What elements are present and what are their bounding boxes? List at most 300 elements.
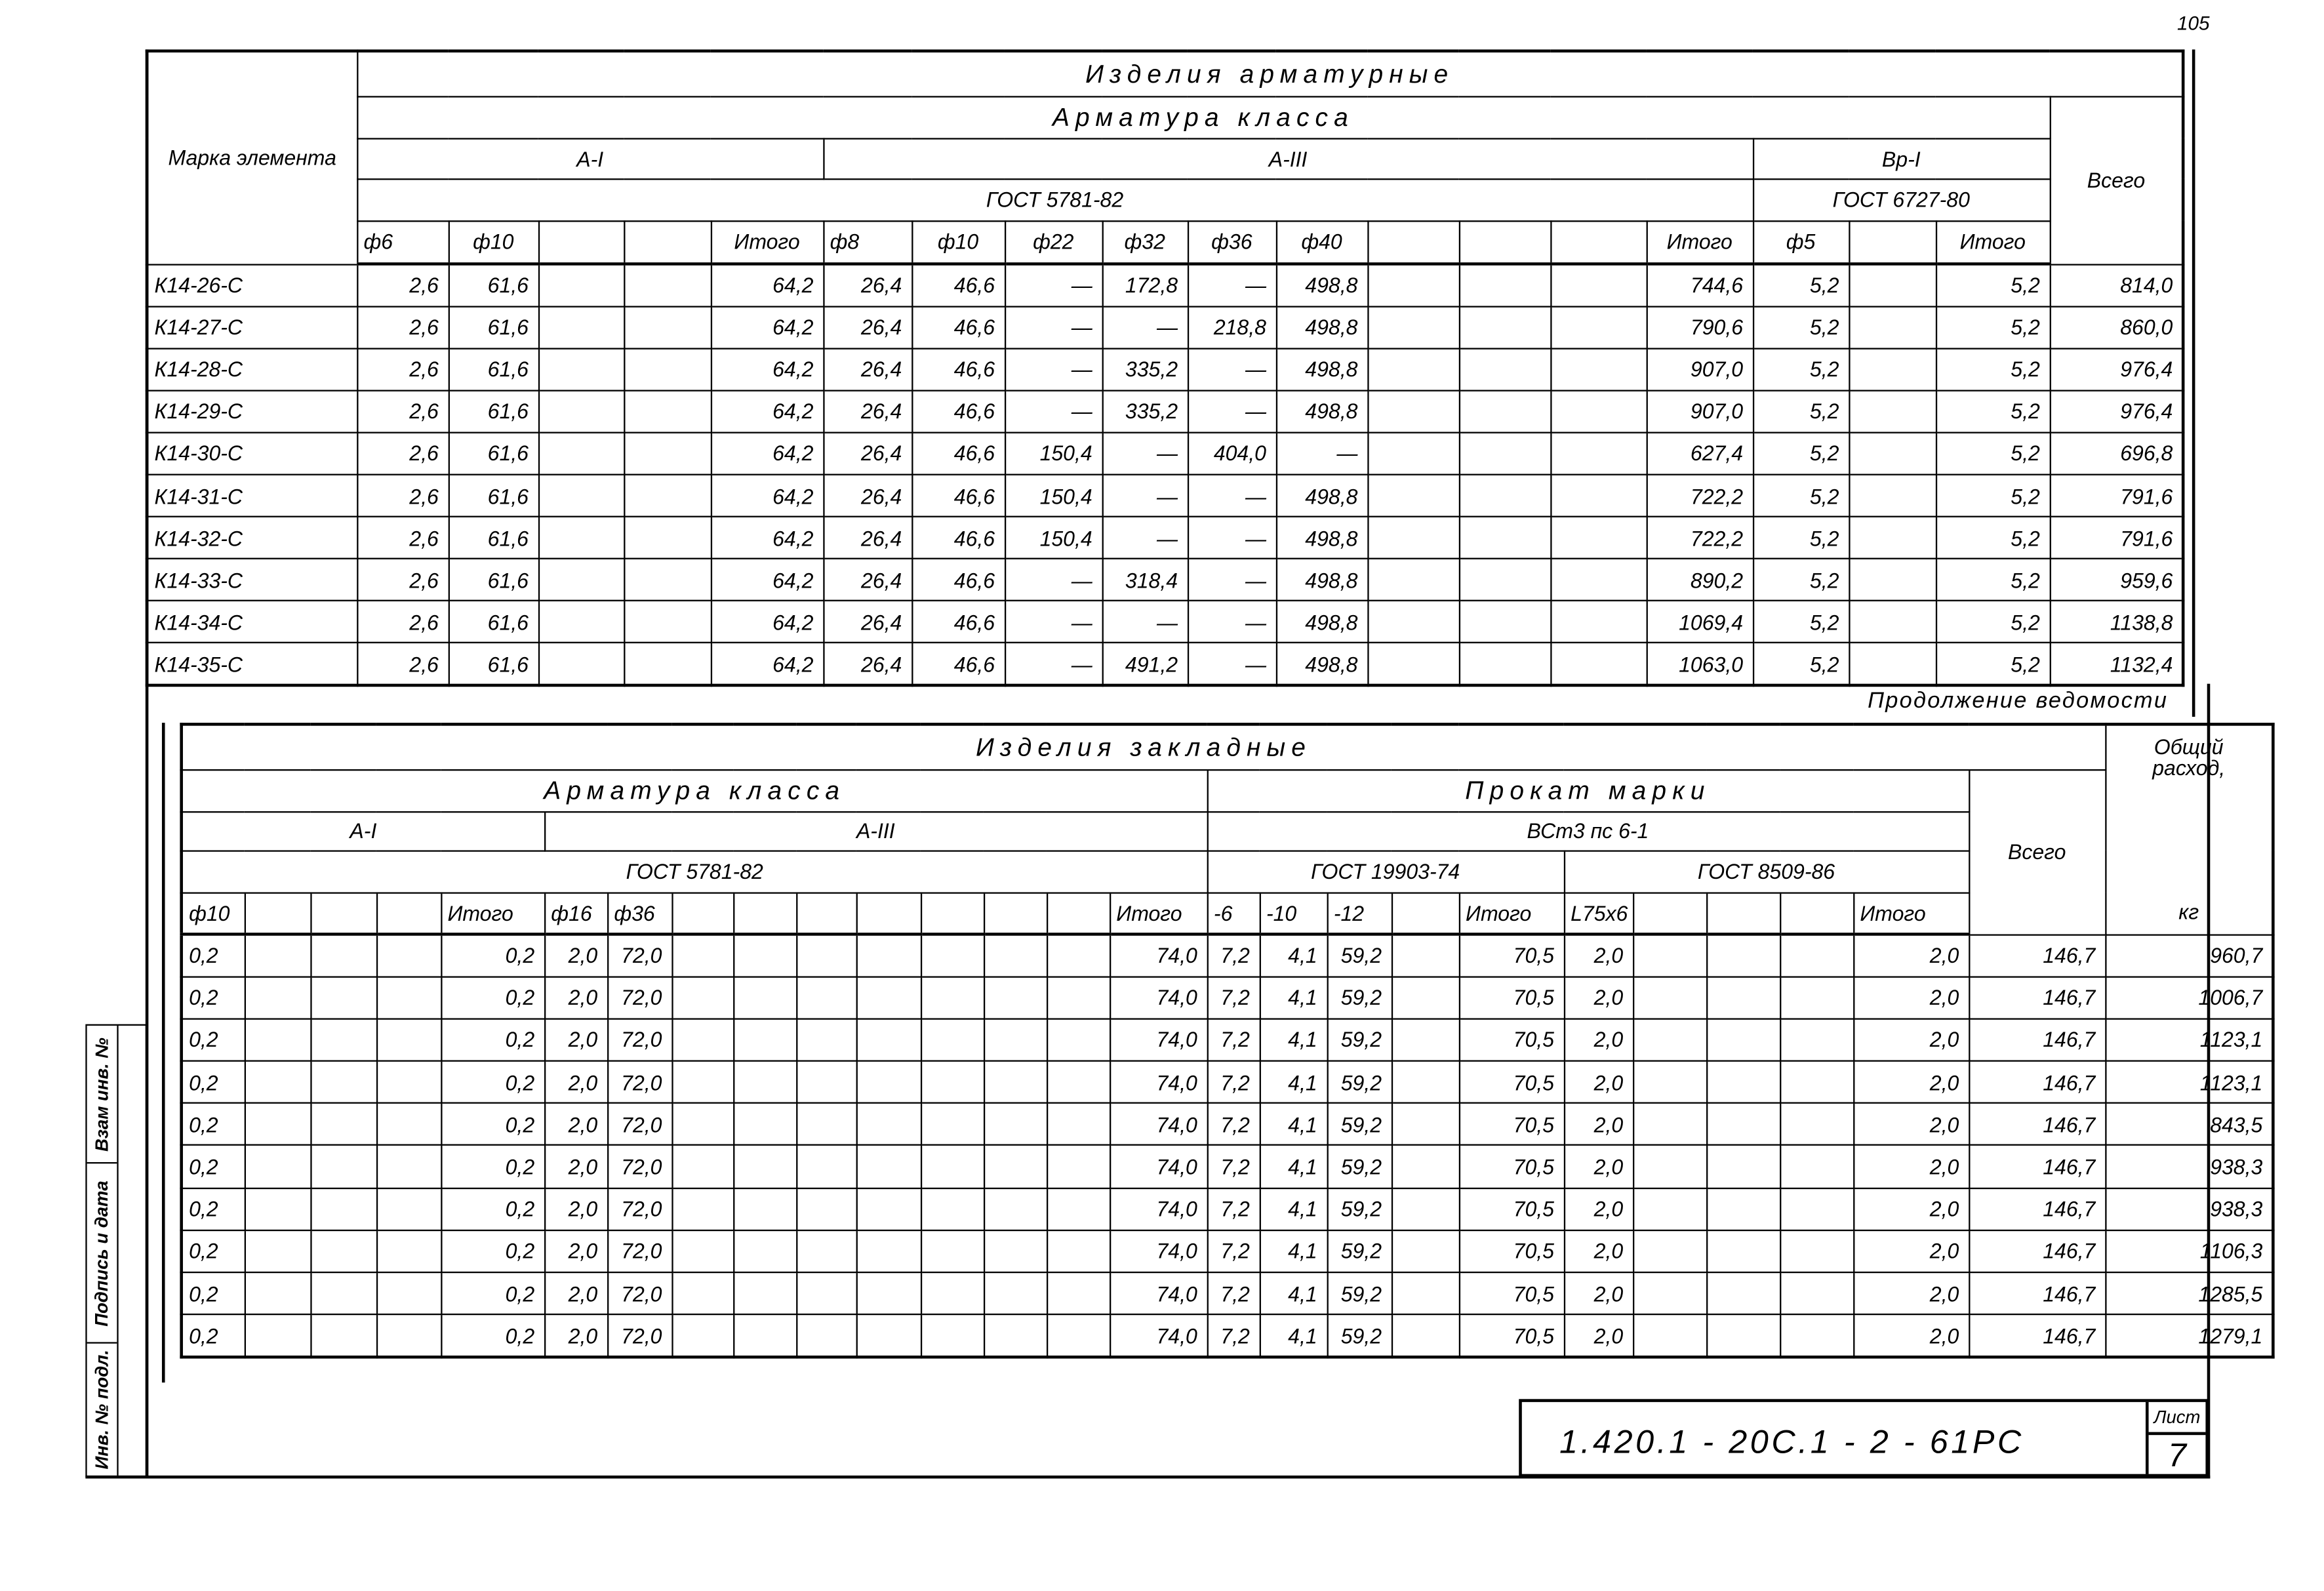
column-header xyxy=(856,892,921,934)
table-cell: 64,2 xyxy=(711,643,823,685)
table-cell xyxy=(1459,390,1550,432)
table-cell: 5,2 xyxy=(1936,601,2050,643)
table-row xyxy=(182,1018,2274,1060)
table-cell: 64,2 xyxy=(711,475,823,517)
table-cell: 146,7 xyxy=(1969,1103,2105,1145)
table-cell: 2,0 xyxy=(544,1146,607,1188)
table-cell: 26,4 xyxy=(823,475,912,517)
table-cell: 959,6 xyxy=(2050,559,2184,601)
table-cell: 70,5 xyxy=(1459,1103,1564,1145)
table-cell xyxy=(1780,1018,1853,1060)
table-cell xyxy=(245,1230,311,1272)
table-cell: 59,2 xyxy=(1327,1103,1392,1145)
table-cell xyxy=(856,1230,921,1272)
table-cell: 7,2 xyxy=(1207,1103,1260,1145)
table-cell xyxy=(245,1272,311,1314)
table-cell xyxy=(1706,1103,1780,1145)
table-cell: 61,6 xyxy=(449,559,538,601)
table-cell xyxy=(671,1018,733,1060)
table-cell: — xyxy=(1005,348,1102,390)
header-row xyxy=(182,769,2274,811)
embedded-items-table xyxy=(180,723,2274,1358)
rebar-class-header: Арматура класса xyxy=(182,769,1207,811)
table-row xyxy=(147,306,2183,348)
table-cell xyxy=(796,1230,856,1272)
table-cell: 72,0 xyxy=(607,1315,671,1357)
table-cell xyxy=(984,1188,1047,1230)
table-cell xyxy=(921,1018,984,1060)
table-cell: 61,6 xyxy=(449,432,538,474)
table-cell: — xyxy=(1188,559,1276,601)
table-cell xyxy=(624,517,711,559)
table-cell: 938,3 xyxy=(2105,1146,2273,1188)
table-cell xyxy=(624,390,711,432)
table-cell xyxy=(1780,1146,1853,1188)
table-cell: 72,0 xyxy=(607,977,671,1018)
stamp-field-signature-date: Подпись и дата xyxy=(87,1163,117,1343)
header-row xyxy=(147,220,2183,264)
table-cell: 843,5 xyxy=(2105,1103,2273,1145)
table-cell xyxy=(538,306,624,348)
table-cell xyxy=(1706,1272,1780,1314)
table-cell xyxy=(624,432,711,474)
table-cell: 0,2 xyxy=(441,1018,544,1060)
table-cell xyxy=(245,934,311,976)
table-cell: 146,7 xyxy=(1969,1272,2105,1314)
table-cell: 74,0 xyxy=(1110,1230,1207,1272)
table-cell xyxy=(1367,643,1458,685)
table-cell: — xyxy=(1188,264,1276,306)
table-cell: 46,6 xyxy=(912,517,1005,559)
table-cell xyxy=(376,1315,441,1357)
table-cell: 64,2 xyxy=(711,432,823,474)
column-header xyxy=(733,892,796,934)
header-row xyxy=(182,850,2274,892)
column-header: ф10 xyxy=(449,220,538,264)
table-cell: 0,2 xyxy=(182,1018,245,1060)
table-cell xyxy=(1459,643,1550,685)
table-cell: 2,0 xyxy=(1853,1061,1969,1103)
table-cell: 5,2 xyxy=(1753,432,1849,474)
table-cell: 498,8 xyxy=(1276,601,1367,643)
header-row xyxy=(182,811,2274,850)
column-header xyxy=(1550,220,1646,264)
table-cell: 26,4 xyxy=(823,348,912,390)
table-cell xyxy=(856,1061,921,1103)
table-cell xyxy=(1047,1188,1110,1230)
stamp-field-replacement: Взам инв. № xyxy=(87,1026,117,1163)
table-cell xyxy=(1633,1018,1706,1060)
continuation-note: Продолжение ведомости xyxy=(1868,688,2169,714)
table-cell: 0,2 xyxy=(182,1188,245,1230)
table-cell: 150,4 xyxy=(1005,517,1102,559)
column-header: ф8 xyxy=(823,220,912,264)
table-cell: — xyxy=(1188,348,1276,390)
table-cell xyxy=(1392,1272,1459,1314)
table-cell xyxy=(1706,1230,1780,1272)
column-header: ф16 xyxy=(544,892,607,934)
table-cell: 498,8 xyxy=(1276,643,1367,685)
table-cell xyxy=(671,1272,733,1314)
table-cell xyxy=(245,1061,311,1103)
table-cell xyxy=(796,934,856,976)
table-cell: 146,7 xyxy=(1969,1061,2105,1103)
table-cell xyxy=(376,1188,441,1230)
header-row xyxy=(147,96,2183,138)
table-cell: 335,2 xyxy=(1102,390,1188,432)
table-cell: 72,0 xyxy=(607,1061,671,1103)
table-row xyxy=(182,1061,2274,1103)
table-cell: 0,2 xyxy=(182,977,245,1018)
group-header: Вр-I xyxy=(1753,138,2050,178)
table-row xyxy=(182,934,2274,976)
table-cell xyxy=(538,390,624,432)
table-cell xyxy=(921,977,984,1018)
table-cell: 2,0 xyxy=(1853,1103,1969,1145)
table-cell: 5,2 xyxy=(1753,348,1849,390)
table-cell xyxy=(1550,475,1646,517)
element-mark: К14-28-С xyxy=(147,348,357,390)
table-cell: 2,0 xyxy=(544,1103,607,1145)
table-cell xyxy=(310,1272,376,1314)
table-cell xyxy=(856,1272,921,1314)
table-cell: 74,0 xyxy=(1110,1146,1207,1188)
table-cell xyxy=(1780,977,1853,1018)
table-cell: 72,0 xyxy=(607,1146,671,1188)
column-header: Итого xyxy=(1853,892,1969,934)
table-cell: 61,6 xyxy=(449,643,538,685)
table-cell: 5,2 xyxy=(1753,601,1849,643)
table-cell: 2,0 xyxy=(544,1188,607,1230)
table-cell: 491,2 xyxy=(1102,643,1188,685)
table-cell xyxy=(245,1018,311,1060)
element-mark: К14-26-С xyxy=(147,264,357,306)
table-cell xyxy=(376,1103,441,1145)
table-cell: 860,0 xyxy=(2050,306,2184,348)
table-cell xyxy=(1459,475,1550,517)
table-cell: 5,2 xyxy=(1753,643,1849,685)
table-cell: — xyxy=(1102,475,1188,517)
table-cell: 0,2 xyxy=(441,1188,544,1230)
table-cell xyxy=(310,977,376,1018)
table-cell: 0,2 xyxy=(182,1061,245,1103)
table-cell xyxy=(671,1230,733,1272)
sheet-label: Лист xyxy=(2149,1402,2206,1435)
column-header: Итого xyxy=(711,220,823,264)
table-cell: 70,5 xyxy=(1459,1061,1564,1103)
table-cell xyxy=(1047,1146,1110,1188)
table-cell xyxy=(984,1103,1047,1145)
table-cell xyxy=(1780,1315,1853,1357)
table-cell xyxy=(921,934,984,976)
table-cell xyxy=(1392,977,1459,1018)
table-cell xyxy=(856,1188,921,1230)
table-cell xyxy=(984,977,1047,1018)
table-cell xyxy=(671,934,733,976)
table-cell: 2,6 xyxy=(357,264,448,306)
table-cell xyxy=(1367,475,1458,517)
table-cell: 0,2 xyxy=(441,1230,544,1272)
table-cell xyxy=(1367,348,1458,390)
table-row xyxy=(182,1230,2274,1272)
table-cell: 146,7 xyxy=(1969,1146,2105,1188)
table-cell xyxy=(376,1230,441,1272)
table-cell xyxy=(733,1315,796,1357)
table-cell: 70,5 xyxy=(1459,1146,1564,1188)
table-cell: 5,2 xyxy=(1936,643,2050,685)
table-cell xyxy=(538,264,624,306)
table-cell: 74,0 xyxy=(1110,977,1207,1018)
table-cell: 59,2 xyxy=(1327,1230,1392,1272)
gost-header: ГОСТ 19903-74 xyxy=(1207,850,1564,892)
table-cell: 46,6 xyxy=(912,559,1005,601)
table-cell: 146,7 xyxy=(1969,934,2105,976)
table-row xyxy=(182,1146,2274,1188)
table-cell xyxy=(538,559,624,601)
table-cell xyxy=(624,601,711,643)
gost-header: ГОСТ 8509-86 xyxy=(1564,850,1969,892)
table-cell: 498,8 xyxy=(1276,390,1367,432)
table-cell: 72,0 xyxy=(607,1188,671,1230)
table-cell: 7,2 xyxy=(1207,1061,1260,1103)
table-cell xyxy=(624,306,711,348)
table-cell: 0,2 xyxy=(441,1103,544,1145)
table-cell: 0,2 xyxy=(441,1061,544,1103)
table-row xyxy=(147,559,2183,601)
grand-total-unit: кг xyxy=(2178,900,2199,925)
approval-stamp xyxy=(85,1024,147,1478)
table-cell: 5,2 xyxy=(1753,475,1849,517)
table-cell xyxy=(538,517,624,559)
table-cell: — xyxy=(1005,559,1102,601)
table-cell: 4,1 xyxy=(1260,977,1327,1018)
table-cell xyxy=(1780,1230,1853,1272)
table-cell: 2,6 xyxy=(357,475,448,517)
table-cell: 814,0 xyxy=(2050,264,2184,306)
table-cell: 2,0 xyxy=(544,977,607,1018)
table-cell xyxy=(796,1188,856,1230)
bottom-table-left-line xyxy=(162,723,164,1382)
table-cell: 72,0 xyxy=(607,934,671,976)
table-cell xyxy=(1633,977,1706,1018)
table-cell: — xyxy=(1188,643,1276,685)
table-cell xyxy=(1849,348,1936,390)
gost-header: ГОСТ 5781-82 xyxy=(182,850,1207,892)
table-cell: 2,0 xyxy=(1853,1188,1969,1230)
column-header: ф6 xyxy=(357,220,448,264)
table-cell: 26,4 xyxy=(823,643,912,685)
table-cell xyxy=(1392,1146,1459,1188)
table-cell xyxy=(1367,517,1458,559)
rolled-steel-header: Прокат марки xyxy=(1207,769,1969,811)
table-cell xyxy=(921,1188,984,1230)
table-cell xyxy=(796,977,856,1018)
table-cell xyxy=(1392,1103,1459,1145)
table-cell xyxy=(245,1146,311,1188)
table-cell xyxy=(1392,1061,1459,1103)
table-cell: 5,2 xyxy=(1753,559,1849,601)
element-mark: К14-33-С xyxy=(147,559,357,601)
table-cell: 7,2 xyxy=(1207,1146,1260,1188)
column-header xyxy=(671,892,733,934)
table-cell xyxy=(310,1061,376,1103)
table-cell: 2,0 xyxy=(1564,1230,1633,1272)
table-cell: 2,0 xyxy=(1564,977,1633,1018)
column-header xyxy=(310,892,376,934)
table-cell: 61,6 xyxy=(449,601,538,643)
table-row xyxy=(147,264,2183,306)
table-cell xyxy=(310,1188,376,1230)
table-cell: 146,7 xyxy=(1969,1188,2105,1230)
table-cell xyxy=(1706,1018,1780,1060)
table-cell: 64,2 xyxy=(711,264,823,306)
table-cell: 26,4 xyxy=(823,390,912,432)
column-header: Итого xyxy=(1647,220,1753,264)
table-cell xyxy=(1849,643,1936,685)
table-cell: 150,4 xyxy=(1005,432,1102,474)
element-mark: К14-34-С xyxy=(147,601,357,643)
table-cell xyxy=(1706,977,1780,1018)
table-cell xyxy=(624,475,711,517)
table-cell: 2,6 xyxy=(357,390,448,432)
table-cell: 64,2 xyxy=(711,390,823,432)
column-header: ф36 xyxy=(607,892,671,934)
table-cell: 335,2 xyxy=(1102,348,1188,390)
column-header xyxy=(1849,220,1936,264)
table-cell xyxy=(1459,559,1550,601)
table-cell xyxy=(921,1061,984,1103)
table-cell: 61,6 xyxy=(449,348,538,390)
column-header: Итого xyxy=(1110,892,1207,934)
table-cell: 70,5 xyxy=(1459,1315,1564,1357)
table-title: Изделия арматурные xyxy=(357,51,2183,96)
table-cell: 2,0 xyxy=(1853,1146,1969,1188)
table-cell xyxy=(733,1230,796,1272)
element-mark: К14-30-С xyxy=(147,432,357,474)
table-cell: 72,0 xyxy=(607,1103,671,1145)
table-cell xyxy=(538,643,624,685)
table-cell xyxy=(1459,517,1550,559)
table-cell: 2,6 xyxy=(357,601,448,643)
table-cell: 2,0 xyxy=(544,1315,607,1357)
table-cell xyxy=(538,601,624,643)
column-header xyxy=(921,892,984,934)
table-cell: 722,2 xyxy=(1647,517,1753,559)
grand-total-label: Общий расход, xyxy=(2152,735,2226,780)
table-cell: 498,8 xyxy=(1276,348,1367,390)
table-cell: 498,8 xyxy=(1276,475,1367,517)
table-cell: 960,7 xyxy=(2105,934,2273,976)
table-cell: 4,1 xyxy=(1260,1018,1327,1060)
table-cell xyxy=(1367,390,1458,432)
table-cell xyxy=(538,348,624,390)
table-cell: 1069,4 xyxy=(1647,601,1753,643)
column-header: ф5 xyxy=(1753,220,1849,264)
table-cell: 2,0 xyxy=(544,934,607,976)
column-header: Итого xyxy=(1936,220,2050,264)
sheet-number: 7 xyxy=(2167,1436,2187,1474)
table-cell xyxy=(671,977,733,1018)
table-cell: 0,2 xyxy=(441,1146,544,1188)
table-cell: 70,5 xyxy=(1459,1272,1564,1314)
table-cell xyxy=(984,934,1047,976)
table-cell xyxy=(1459,348,1550,390)
column-header xyxy=(245,892,311,934)
table-cell: 627,4 xyxy=(1647,432,1753,474)
table-cell: — xyxy=(1005,390,1102,432)
table-cell: 2,0 xyxy=(1564,1146,1633,1188)
table-cell xyxy=(624,643,711,685)
table-cell: 791,6 xyxy=(2050,475,2184,517)
table-cell xyxy=(1047,1103,1110,1145)
table-cell xyxy=(671,1315,733,1357)
table-cell: — xyxy=(1188,517,1276,559)
table-cell: 2,6 xyxy=(357,306,448,348)
table-cell: 2,0 xyxy=(1853,934,1969,976)
group-header: ВСт3 пс 6-1 xyxy=(1207,811,1969,850)
table-cell xyxy=(1849,390,1936,432)
table-cell: 218,8 xyxy=(1188,306,1276,348)
table-cell xyxy=(856,1146,921,1188)
table-row xyxy=(147,348,2183,390)
table-cell: 4,1 xyxy=(1260,1061,1327,1103)
table-cell: 59,2 xyxy=(1327,1061,1392,1103)
table-cell xyxy=(1849,264,1936,306)
table-cell: 0,2 xyxy=(182,1272,245,1314)
table-cell xyxy=(1550,306,1646,348)
table-cell xyxy=(1459,601,1550,643)
table-row xyxy=(182,1188,2274,1230)
table-cell xyxy=(984,1061,1047,1103)
table-cell: — xyxy=(1188,475,1276,517)
table-cell xyxy=(1550,348,1646,390)
table-cell xyxy=(245,1315,311,1357)
table-cell xyxy=(376,1061,441,1103)
table-cell: 1063,0 xyxy=(1647,643,1753,685)
table-row xyxy=(147,390,2183,432)
group-header: А-III xyxy=(823,138,1753,178)
table-cell xyxy=(671,1103,733,1145)
table-cell: 59,2 xyxy=(1327,1272,1392,1314)
table-cell xyxy=(1459,306,1550,348)
table-cell xyxy=(856,1018,921,1060)
table-cell: 72,0 xyxy=(607,1018,671,1060)
table-cell xyxy=(796,1061,856,1103)
table-cell: 146,7 xyxy=(1969,1315,2105,1357)
table-cell xyxy=(856,977,921,1018)
table-cell xyxy=(376,934,441,976)
table-cell: 61,6 xyxy=(449,306,538,348)
table-cell: 26,4 xyxy=(823,306,912,348)
mark-column-header: Марка элемента xyxy=(147,51,357,264)
table-cell xyxy=(1849,517,1936,559)
table-cell xyxy=(310,1103,376,1145)
table-cell: 5,2 xyxy=(1936,517,2050,559)
table-cell: 64,2 xyxy=(711,517,823,559)
table-cell xyxy=(1047,1315,1110,1357)
element-mark: К14-29-С xyxy=(147,390,357,432)
column-header: Итого xyxy=(1459,892,1564,934)
element-mark: К14-27-С xyxy=(147,306,357,348)
column-header xyxy=(624,220,711,264)
table-cell: 890,2 xyxy=(1647,559,1753,601)
table-title: Изделия закладные xyxy=(182,724,2106,769)
table-cell xyxy=(624,348,711,390)
table-row xyxy=(147,432,2183,474)
table-cell xyxy=(921,1146,984,1188)
table-cell: 2,0 xyxy=(1564,1103,1633,1145)
table-cell: — xyxy=(1188,390,1276,432)
